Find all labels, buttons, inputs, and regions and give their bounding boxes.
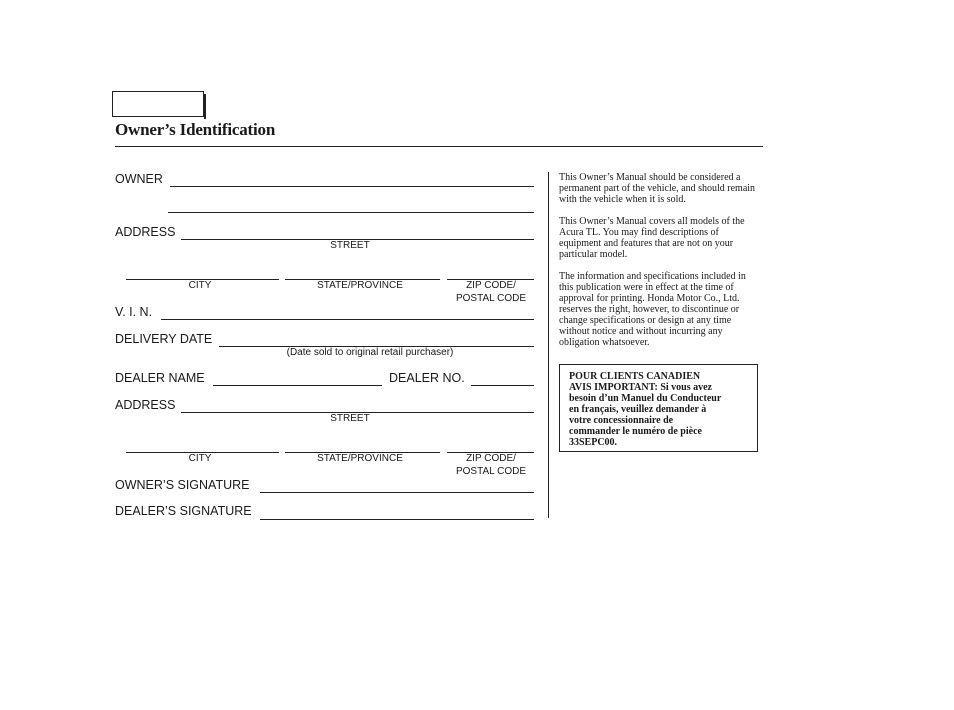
owner-label: OWNER — [115, 172, 163, 186]
dealer-signature-label: DEALER’S SIGNATURE — [115, 504, 252, 518]
owner-zip-caption-line1: ZIP CODE/ — [466, 280, 516, 291]
canada-notice-heading: POUR CLIENTS CANADIEN — [569, 371, 701, 382]
owner-signature-field[interactable] — [260, 492, 534, 493]
owner-signature-label: OWNER’S SIGNATURE — [115, 478, 250, 492]
dealer-zip-caption-line2: POSTAL CODE — [455, 466, 526, 477]
canada-notice-body: AVIS IMPORTANT: Si vous avez besoin d’un Manuel du Conducteur en français, veuillez demander à votre concessionnaire de commander le numéro de pièce 33SEPC00. — [569, 382, 722, 448]
owner-city-caption: CITY — [188, 280, 212, 291]
column-divider — [548, 172, 549, 518]
vin-field[interactable] — [161, 319, 534, 320]
owner-street-caption: STREET — [330, 240, 370, 251]
dealer-zip-caption-line1: ZIP CODE/ — [466, 453, 516, 464]
dealer-no-field[interactable] — [471, 385, 534, 386]
owner-state-caption: STATE/PROVINCE — [317, 280, 403, 291]
section-tab-box — [112, 91, 204, 117]
delivery-date-caption: (Date sold to original retail purchaser) — [286, 347, 454, 358]
note-paragraph-1: This Owner’s Manual should be considered a permanent part of the vehicle, and should remain with the vehicle when it is sold. — [559, 172, 756, 205]
owner-address-label: ADDRESS — [115, 225, 176, 239]
note-paragraph-2: This Owner’s Manual covers all models of the Acura TL. You may find descriptions of equipment and features that are not on your particular model. — [559, 216, 745, 260]
dealer-signature-field[interactable] — [260, 519, 534, 520]
vin-label: V. I. N. — [115, 305, 153, 319]
title-rule — [115, 146, 763, 147]
dealer-no-label: DEALER NO. — [389, 371, 465, 385]
dealer-state-caption: STATE/PROVINCE — [317, 453, 403, 464]
canada-notice-box — [559, 364, 758, 452]
owner-field-line2[interactable] — [168, 212, 534, 213]
page-title: Owner’s Identification — [115, 120, 276, 139]
dealer-city-caption: CITY — [188, 453, 212, 464]
owner-field[interactable] — [170, 186, 534, 187]
delivery-date-label: DELIVERY DATE — [115, 332, 213, 346]
dealer-name-field[interactable] — [213, 385, 382, 386]
dealer-address-label: ADDRESS — [115, 398, 176, 412]
owner-zip-caption-line2: POSTAL CODE — [455, 293, 526, 304]
dealer-street-caption: STREET — [330, 413, 370, 424]
note-paragraph-3: The information and specifications included in this publication were in effect at the time of approval for printing. Honda Motor Co., Ltd. reserves the right, however, to discontinue or change specifications or design at any time without notice and without incurring any obligation whatsoever. — [559, 271, 746, 348]
dealer-name-label: DEALER NAME — [115, 371, 205, 385]
